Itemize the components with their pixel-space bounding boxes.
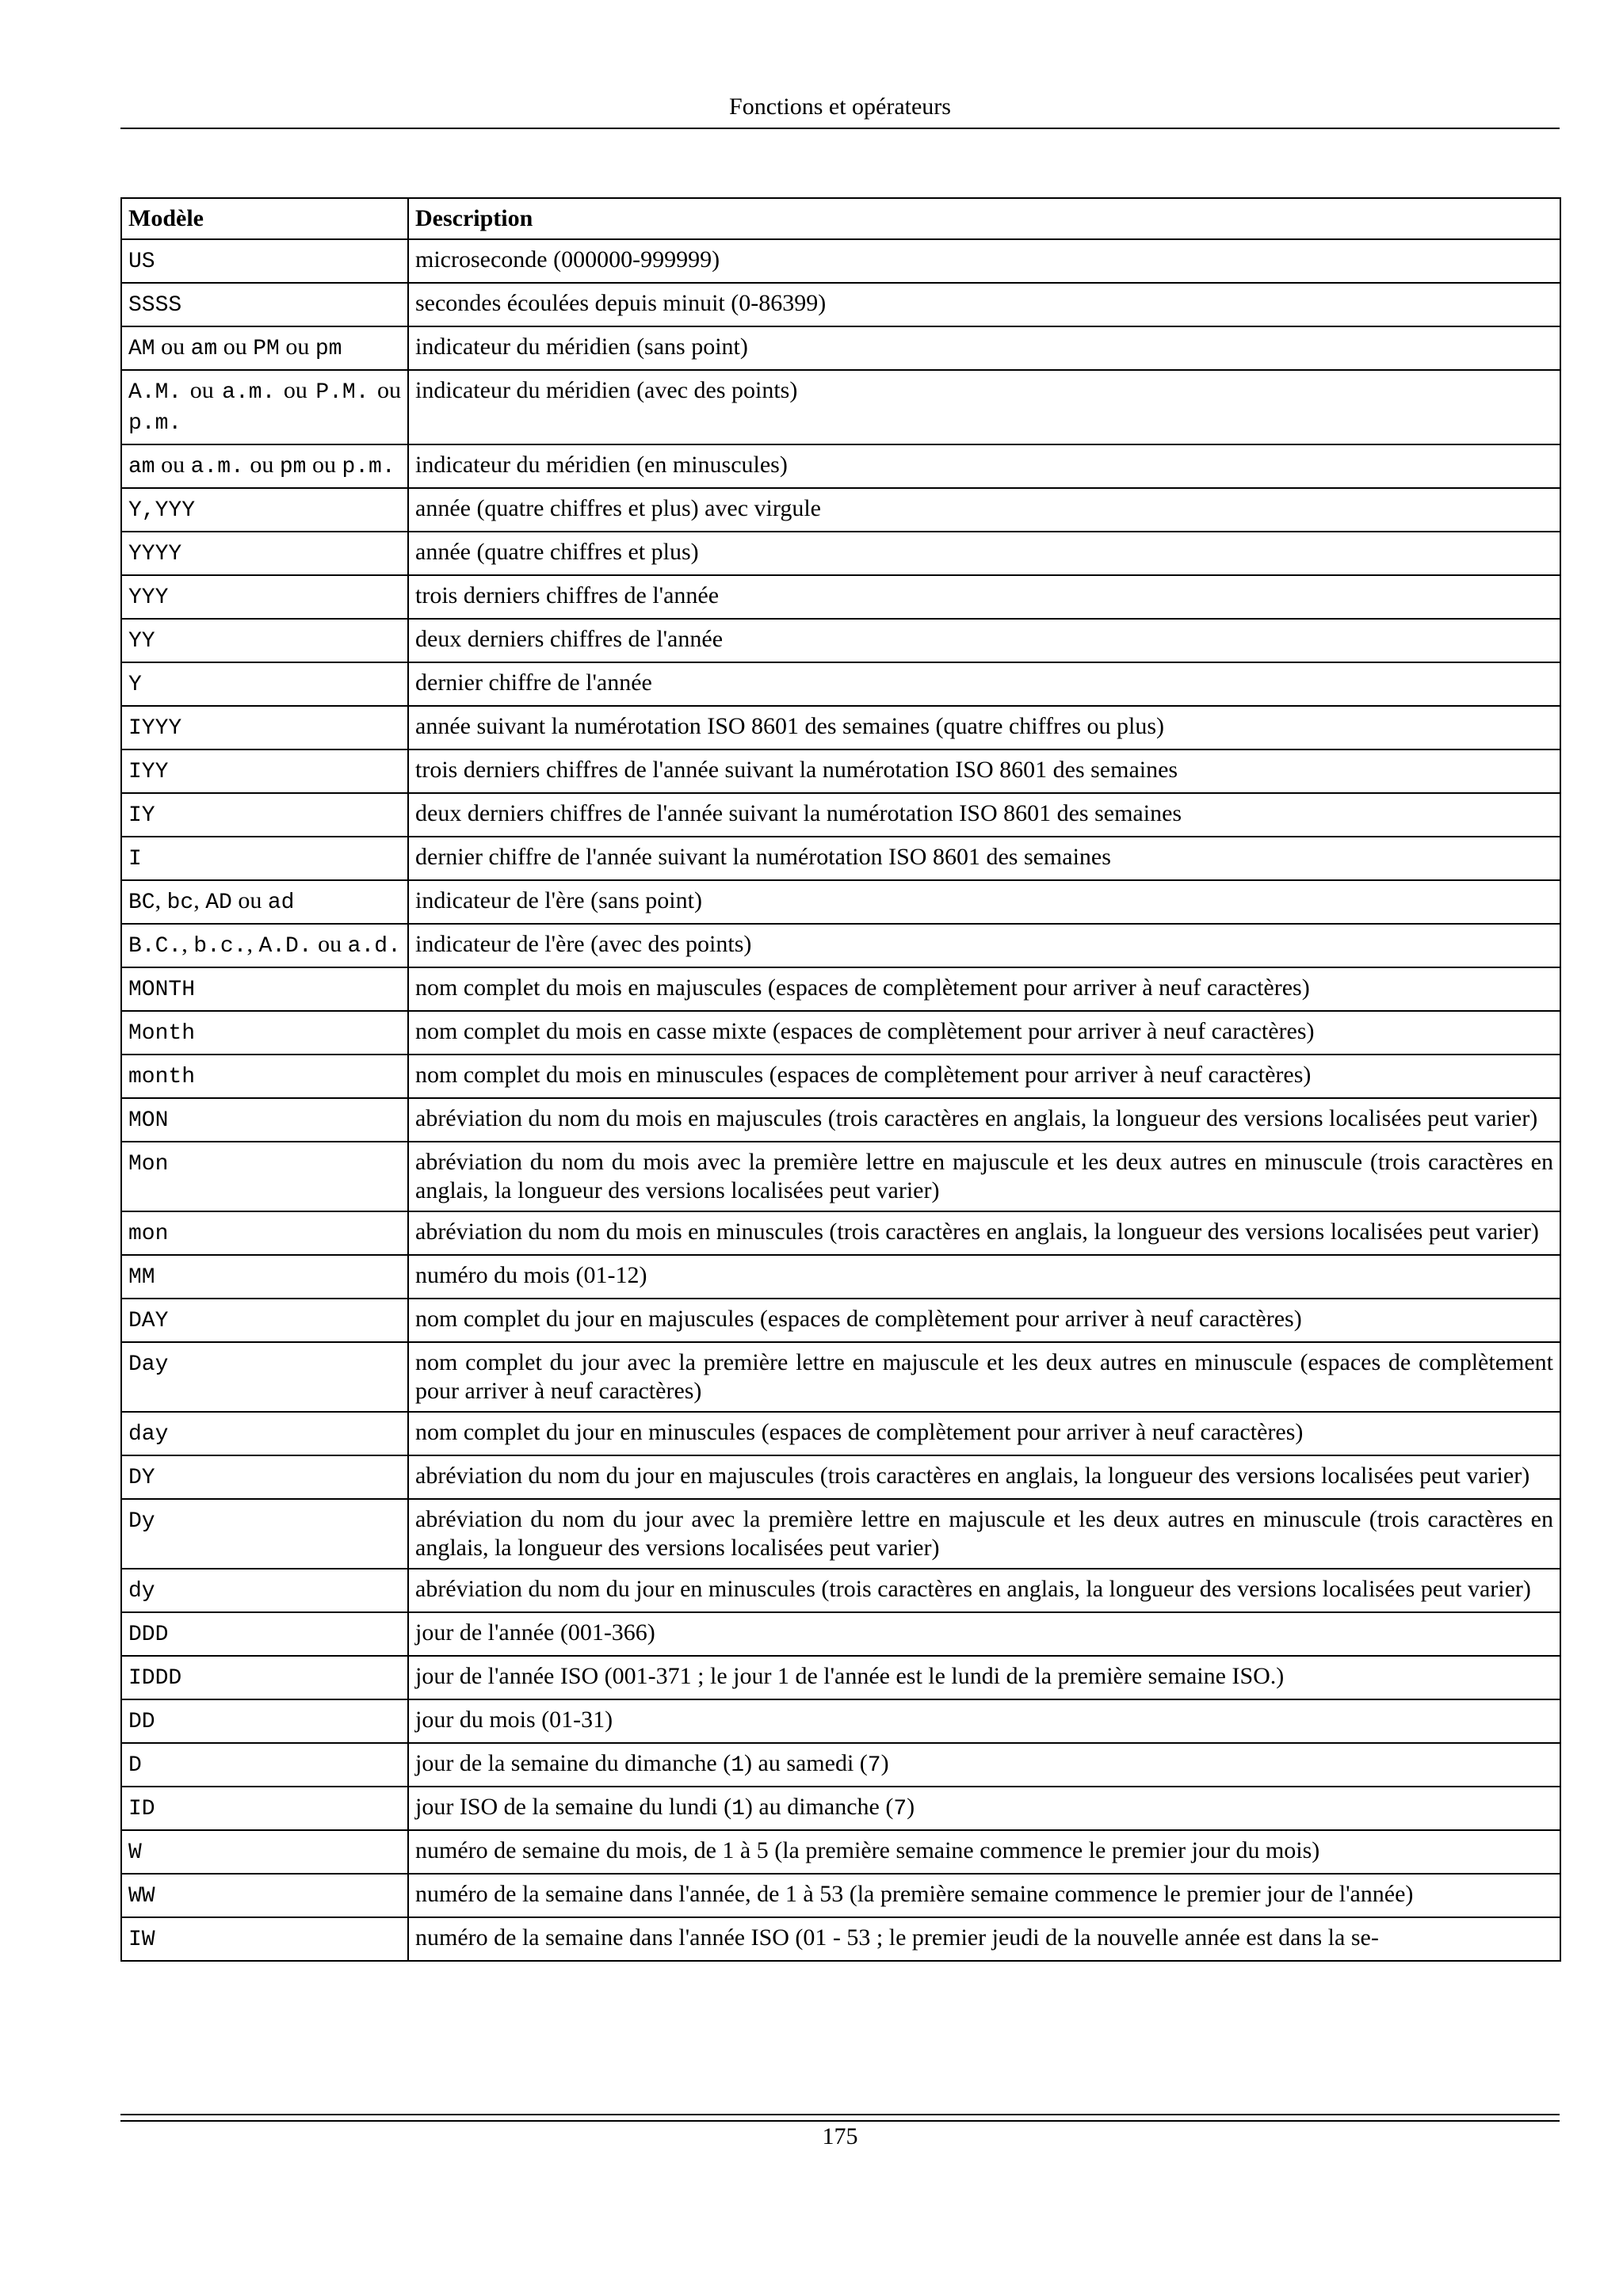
text: abréviation du nom du jour avec la première lettre en majuscule et les deux autres en minuscule (trois caractères en anglais, la longueur des versions localisées peut varier) <box>415 1506 1553 1561</box>
text: abréviation du nom du jour en minuscules (trois caractères en anglais, la longueur des versions localisées peut varier) <box>415 1576 1531 1602</box>
text: ou <box>279 334 315 360</box>
code-text: AD <box>205 891 232 915</box>
pattern-cell <box>121 1211 408 1255</box>
description-cell <box>408 662 1560 706</box>
description-cell <box>408 793 1560 837</box>
code-text: AM <box>128 337 155 361</box>
code-text: D <box>128 1753 142 1778</box>
code-text: pm <box>315 337 342 361</box>
table-row <box>121 1011 1560 1055</box>
text: indicateur du méridien (sans point) <box>415 334 748 360</box>
text: trois derniers chiffres de l'année suivant la numérotation ISO 8601 des semaines <box>415 757 1178 783</box>
code-text: SSSS <box>128 293 182 318</box>
code-text: MONTH <box>128 978 196 1002</box>
text: deux derniers chiffres de l'année suivant la numérotation ISO 8601 des semaines <box>415 800 1182 826</box>
table-row <box>121 837 1560 880</box>
table-header-row <box>121 198 1560 239</box>
description-cell <box>408 1412 1560 1455</box>
description-cell <box>408 1499 1560 1569</box>
code-text: ID <box>128 1797 155 1821</box>
text: jour du mois (01-31) <box>415 1707 613 1733</box>
code-text: 1 <box>731 1797 745 1821</box>
code-text: BC <box>128 891 155 915</box>
table-body <box>121 239 1560 1961</box>
description-cell <box>408 1787 1560 1830</box>
code-text: a.d. <box>347 934 401 959</box>
pattern-cell <box>121 1830 408 1874</box>
pattern-cell <box>121 1299 408 1342</box>
text: nom complet du jour en minuscules (espaces de complètement pour arriver à neuf caractères) <box>415 1419 1304 1445</box>
description-cell <box>408 532 1560 575</box>
code-text: a.m. <box>190 455 244 479</box>
text: ou <box>155 452 191 478</box>
description-cell <box>408 1255 1560 1299</box>
text: indicateur du méridien (en minuscules) <box>415 452 788 478</box>
code-text: Y,YYY <box>128 498 196 523</box>
text: numéro de semaine du mois, de 1 à 5 (la première semaine commence le premier jour du mois) <box>415 1837 1320 1863</box>
description-cell <box>408 1874 1560 1917</box>
text: , <box>155 887 167 913</box>
table-row <box>121 1142 1560 1211</box>
description-cell <box>408 1342 1560 1412</box>
page-header: Fonctions et opérateurs <box>729 93 951 120</box>
pattern-cell <box>121 1098 408 1142</box>
pattern-cell <box>121 370 408 444</box>
footer-rule <box>120 2120 1560 2122</box>
code-text: DD <box>128 1710 155 1734</box>
table-row <box>121 924 1560 967</box>
table-row <box>121 1499 1560 1569</box>
table-row <box>121 880 1560 924</box>
code-text: I <box>128 847 142 871</box>
description-cell <box>408 370 1560 444</box>
code-text: DDD <box>128 1623 169 1647</box>
text: ) au samedi ( <box>744 1750 868 1776</box>
table-bottom-rule <box>120 2114 1560 2115</box>
text: dernier chiffre de l'année suivant la numérotation ISO 8601 des semaines <box>415 844 1111 870</box>
text: nom complet du jour en majuscules (espaces de complètement pour arriver à neuf caractères) <box>415 1306 1302 1332</box>
column-header-description: Description <box>408 198 1560 239</box>
text: secondes écoulées depuis minuit (0-86399) <box>415 290 827 316</box>
text: ou <box>306 452 342 478</box>
code-text: A.M. <box>128 380 182 405</box>
table-row <box>121 370 1560 444</box>
description-cell <box>408 326 1560 370</box>
table-row <box>121 1830 1560 1874</box>
code-text: bc <box>166 891 194 915</box>
description-cell <box>408 619 1560 662</box>
code-text: ad <box>267 891 295 915</box>
table-row <box>121 967 1560 1011</box>
code-text: a.m. <box>222 380 276 405</box>
text: ) <box>907 1794 915 1820</box>
description-cell <box>408 1055 1560 1098</box>
text: année (quatre chiffres et plus) <box>415 539 699 565</box>
text: jour de l'année ISO (001-371 ; le jour 1 de l'année est le lundi de la première semaine ISO.) <box>415 1663 1285 1689</box>
code-text: IW <box>128 1928 155 1952</box>
description-cell <box>408 239 1560 283</box>
code-text: dy <box>128 1579 155 1604</box>
pattern-cell <box>121 1455 408 1499</box>
table-row <box>121 283 1560 326</box>
code-text: am <box>190 337 218 361</box>
code-text: IDDD <box>128 1666 182 1691</box>
code-text: YY <box>128 629 155 654</box>
table-row <box>121 1412 1560 1455</box>
code-text: Mon <box>128 1152 169 1177</box>
pattern-cell <box>121 1569 408 1612</box>
table-row <box>121 1342 1560 1412</box>
text: indicateur du méridien (avec des points) <box>415 377 798 403</box>
description-cell <box>408 1917 1560 1961</box>
table-row <box>121 444 1560 488</box>
text: ou <box>311 931 348 957</box>
text: jour de la semaine du dimanche ( <box>415 1750 731 1776</box>
pattern-cell <box>121 1342 408 1412</box>
description-cell <box>408 575 1560 619</box>
column-header-pattern: Modèle <box>121 198 408 239</box>
text: , <box>193 887 206 913</box>
text: abréviation du nom du jour en majuscules (trois caractères en anglais, la longueur des versions localisées peut varier) <box>415 1463 1530 1489</box>
table-row <box>121 793 1560 837</box>
description-cell <box>408 1743 1560 1787</box>
description-cell <box>408 1211 1560 1255</box>
code-text: b.c. <box>193 934 247 959</box>
text: ) <box>880 1750 889 1776</box>
text: ou <box>217 334 254 360</box>
pattern-cell <box>121 1612 408 1656</box>
description-cell <box>408 1830 1560 1874</box>
pattern-cell <box>121 619 408 662</box>
pattern-cell <box>121 1787 408 1830</box>
text: ou <box>231 887 268 913</box>
code-text: WW <box>128 1884 155 1909</box>
text: deux derniers chiffres de l'année <box>415 626 724 652</box>
code-text: 1 <box>731 1753 745 1778</box>
code-text: YYYY <box>128 542 182 566</box>
table-row <box>121 749 1560 793</box>
table-row <box>121 488 1560 532</box>
page-number: 175 <box>822 2123 858 2149</box>
pattern-cell <box>121 1055 408 1098</box>
pattern-cell <box>121 488 408 532</box>
table-row <box>121 575 1560 619</box>
table-row <box>121 1455 1560 1499</box>
text: ou <box>243 452 280 478</box>
text: ou <box>155 334 191 360</box>
pattern-cell <box>121 706 408 749</box>
pattern-cell <box>121 239 408 283</box>
text: dernier chiffre de l'année <box>415 669 652 696</box>
code-text: IY <box>128 803 155 828</box>
text: numéro de la semaine dans l'année, de 1 à 53 (la première semaine commence le premier jour de l'année) <box>415 1881 1414 1907</box>
description-cell <box>408 749 1560 793</box>
description-cell <box>408 1656 1560 1699</box>
text: ou <box>181 377 223 403</box>
description-cell <box>408 837 1560 880</box>
code-text: B.C. <box>128 934 182 959</box>
table-row <box>121 662 1560 706</box>
text: ou <box>369 377 401 403</box>
code-text: DAY <box>128 1309 169 1333</box>
description-cell <box>408 283 1560 326</box>
text: nom complet du mois en casse mixte (espaces de complètement pour arriver à neuf caractères) <box>415 1018 1315 1044</box>
code-text: mon <box>128 1222 169 1246</box>
table-row <box>121 1299 1560 1342</box>
text: jour ISO de la semaine du lundi ( <box>415 1794 732 1820</box>
pattern-cell <box>121 444 408 488</box>
table-row <box>121 1656 1560 1699</box>
pattern-cell <box>121 1699 408 1743</box>
text: abréviation du nom du mois avec la première lettre en majuscule et les deux autres en minuscule (trois caractères en anglais, la longueur des versions localisées peut varier) <box>415 1149 1553 1203</box>
text: année (quatre chiffres et plus) avec virgule <box>415 495 821 521</box>
table-row <box>121 326 1560 370</box>
text: nom complet du jour avec la première lettre en majuscule et les deux autres en minuscule (espaces de complètement pour arriver à neuf caractères) <box>415 1349 1553 1404</box>
table-row <box>121 1098 1560 1142</box>
table-row <box>121 1874 1560 1917</box>
code-text: Dy <box>128 1509 155 1534</box>
text: abréviation du nom du mois en majuscules (trois caractères en anglais, la longueur des versions localisées peut varier) <box>415 1105 1538 1131</box>
description-cell <box>408 444 1560 488</box>
table-row <box>121 706 1560 749</box>
pattern-cell <box>121 1255 408 1299</box>
description-cell <box>408 1612 1560 1656</box>
pattern-cell <box>121 283 408 326</box>
text: , <box>246 931 259 957</box>
description-cell <box>408 1142 1560 1211</box>
code-text: p.m. <box>128 411 182 436</box>
code-text: A.D. <box>258 934 312 959</box>
pattern-cell <box>121 575 408 619</box>
code-text: W <box>128 1840 142 1865</box>
code-text: am <box>128 455 155 479</box>
pattern-cell <box>121 662 408 706</box>
text: indicateur de l'ère (avec des points) <box>415 931 752 957</box>
text: microseconde (000000-999999) <box>415 246 720 273</box>
pattern-cell <box>121 1011 408 1055</box>
code-text: Y <box>128 673 142 697</box>
table-row <box>121 1055 1560 1098</box>
table-row <box>121 1211 1560 1255</box>
text: nom complet du mois en majuscules (espaces de complètement pour arriver à neuf caractères) <box>415 974 1310 1001</box>
code-text: MON <box>128 1108 169 1133</box>
table-row <box>121 1699 1560 1743</box>
code-text: IYYY <box>128 716 182 741</box>
text: jour de l'année (001-366) <box>415 1619 655 1646</box>
pattern-cell <box>121 967 408 1011</box>
table-row <box>121 1917 1560 1961</box>
text: nom complet du mois en minuscules (espaces de complètement pour arriver à neuf caractères) <box>415 1062 1312 1088</box>
table-row <box>121 1612 1560 1656</box>
pattern-cell <box>121 924 408 967</box>
code-text: Day <box>128 1352 169 1377</box>
code-text: PM <box>253 337 280 361</box>
description-cell <box>408 1455 1560 1499</box>
pattern-cell <box>121 326 408 370</box>
pattern-cell <box>121 532 408 575</box>
code-text: 7 <box>867 1753 881 1778</box>
pattern-cell <box>121 1142 408 1211</box>
text: ) au dimanche ( <box>744 1794 894 1820</box>
description-cell <box>408 706 1560 749</box>
text: numéro de la semaine dans l'année ISO (01 - 53 ; le premier jeudi de la nouvelle année est dans la se- <box>415 1924 1379 1951</box>
description-cell <box>408 1299 1560 1342</box>
description-cell <box>408 1569 1560 1612</box>
description-cell <box>408 488 1560 532</box>
table-row <box>121 1569 1560 1612</box>
header-rule <box>120 128 1560 129</box>
code-text: P.M. <box>315 380 369 405</box>
text: ou <box>275 377 316 403</box>
pattern-cell <box>121 880 408 924</box>
code-text: month <box>128 1065 196 1089</box>
code-text: MM <box>128 1265 155 1290</box>
table-row <box>121 1743 1560 1787</box>
description-cell <box>408 924 1560 967</box>
table-row <box>121 239 1560 283</box>
description-cell <box>408 1699 1560 1743</box>
text: année suivant la numérotation ISO 8601 des semaines (quatre chiffres ou plus) <box>415 713 1165 739</box>
table-row <box>121 1787 1560 1830</box>
pattern-cell <box>121 1412 408 1455</box>
code-text: YYY <box>128 585 169 610</box>
pattern-cell <box>121 837 408 880</box>
pattern-cell <box>121 1656 408 1699</box>
code-text: day <box>128 1422 169 1447</box>
text: abréviation du nom du mois en minuscules (trois caractères en anglais, la longueur des versions localisées peut varier) <box>415 1219 1539 1245</box>
text: , <box>181 931 194 957</box>
pattern-cell <box>121 1874 408 1917</box>
code-text: pm <box>279 455 307 479</box>
text: trois derniers chiffres de l'année <box>415 582 720 608</box>
table-row <box>121 1255 1560 1299</box>
code-text: p.m. <box>342 455 395 479</box>
code-text: IYY <box>128 760 169 784</box>
pattern-cell <box>121 1917 408 1961</box>
code-text: 7 <box>893 1797 907 1821</box>
code-text: Month <box>128 1021 196 1046</box>
description-cell <box>408 1098 1560 1142</box>
text: indicateur de l'ère (sans point) <box>415 887 702 913</box>
pattern-cell <box>121 1499 408 1569</box>
code-text: DY <box>128 1466 155 1490</box>
format-patterns-table <box>120 197 1561 1962</box>
pattern-cell <box>121 749 408 793</box>
pattern-cell <box>121 793 408 837</box>
description-cell <box>408 967 1560 1011</box>
table-row <box>121 619 1560 662</box>
text: numéro du mois (01-12) <box>415 1262 647 1288</box>
description-cell <box>408 1011 1560 1055</box>
description-cell <box>408 880 1560 924</box>
pattern-cell <box>121 1743 408 1787</box>
code-text: US <box>128 250 155 274</box>
table-row <box>121 532 1560 575</box>
